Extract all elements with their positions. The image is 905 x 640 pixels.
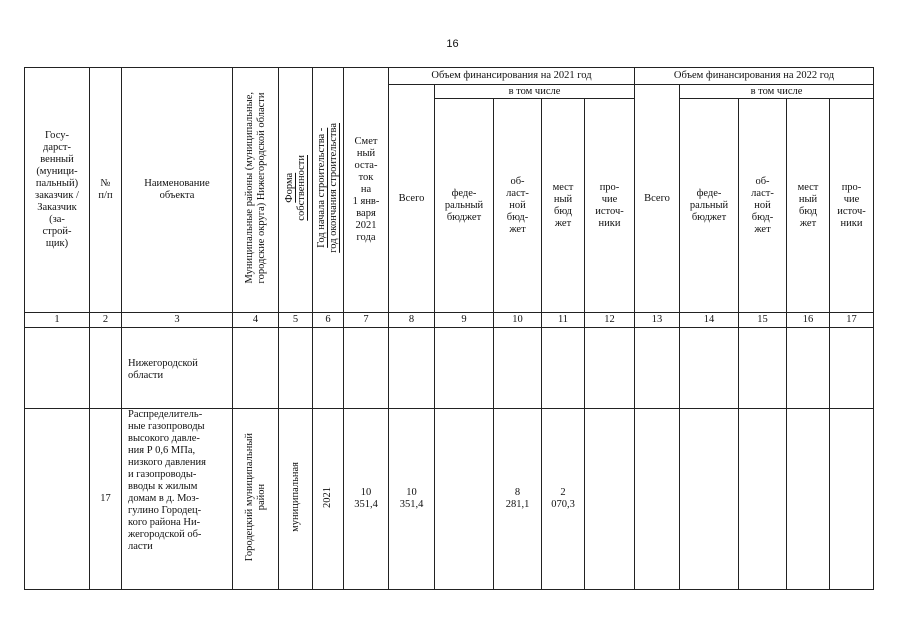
page-number: 16 [446, 38, 459, 50]
column-number: 14 [680, 313, 739, 328]
column-number: 3 [122, 313, 233, 328]
header-years: Год начала строительства - год окончания строительства [316, 123, 339, 253]
object-name: Распределитель- ные газопроводы высокого давле- ния Р 0,6 МПа, низкого давления и газопроводы- вводы к жилым домам в д. Моз- гулино Городец- кого района Ни- жегородской об- ласти [122, 409, 233, 590]
object-district-cell [233, 409, 279, 590]
column-number: 11 [542, 313, 585, 328]
header-total-2021: Всего [389, 85, 435, 313]
object-total-2021: 10 351,4 [389, 409, 435, 590]
column-number: 10 [494, 313, 542, 328]
header-districts: Муниципальные районы (муниципальные, городские округа) Нижегородской области [243, 92, 267, 284]
header-ownership: Форма собственности [283, 155, 307, 221]
column-number: 13 [635, 313, 680, 328]
object-district: Городецкий муниципальный район [243, 432, 267, 562]
header-including-2021: в том числе [435, 85, 635, 99]
header-regional-2022: об- ласт- ной бюд- жет [739, 99, 787, 313]
column-number: 9 [435, 313, 494, 328]
header-row [25, 68, 874, 85]
header-local-2022: мест ный бюд жет [787, 99, 830, 313]
object-year: 2021 [322, 486, 333, 508]
column-number: 8 [389, 313, 435, 328]
region-name: Нижегородской области [122, 328, 233, 409]
header-number: № п/п [90, 68, 122, 313]
column-number: 17 [830, 313, 874, 328]
header-other-2022: про- чие источ- ники [830, 99, 874, 313]
column-number-row [25, 313, 874, 328]
header-object-name: Наименование объекта [122, 68, 233, 313]
header-total-2022: Всего [635, 85, 680, 313]
column-number: 7 [344, 313, 389, 328]
table-row [25, 328, 874, 409]
header-customer: Госу- дарст- венный (муници- пальный) заказчик / Заказчик (за- строй- щик) [25, 68, 90, 313]
column-number: 16 [787, 313, 830, 328]
header-local-2021: мест ный бюд жет [542, 99, 585, 313]
column-number: 12 [585, 313, 635, 328]
object-regional-2021: 8 281,1 [494, 409, 542, 590]
column-number: 6 [313, 313, 344, 328]
header-estimate: Смет ный остa- ток на 1 янв- варя 2021 года [344, 68, 389, 313]
column-number: 5 [279, 313, 313, 328]
financing-table [24, 67, 874, 590]
header-ownership-cell [279, 68, 313, 313]
column-number: 2 [90, 313, 122, 328]
object-estimate: 10 351,4 [344, 409, 389, 590]
header-federal-2021: феде- ральный бюджет [435, 99, 494, 313]
object-ownership: муниципальная [289, 462, 301, 532]
column-number: 4 [233, 313, 279, 328]
table-row [25, 409, 874, 590]
header-other-2021: про- чие источ- ники [585, 99, 635, 313]
header-financing-2022: Объем финансирования на 2022 год [635, 68, 874, 85]
header-years-cell [313, 68, 344, 313]
header-regional-2021: об- ласт- ной бюд- жет [494, 99, 542, 313]
object-local-2021: 2 070,3 [542, 409, 585, 590]
header-districts-cell [233, 68, 279, 313]
column-number: 1 [25, 313, 90, 328]
header-financing-2021: Объем финансирования на 2021 год [389, 68, 635, 85]
header-including-2022: в том числе [680, 85, 874, 99]
object-number: 17 [90, 409, 122, 590]
object-year-cell [313, 409, 344, 590]
header-federal-2022: феде- ральный бюджет [680, 99, 739, 313]
column-number: 15 [739, 313, 787, 328]
object-ownership-cell [279, 409, 313, 590]
